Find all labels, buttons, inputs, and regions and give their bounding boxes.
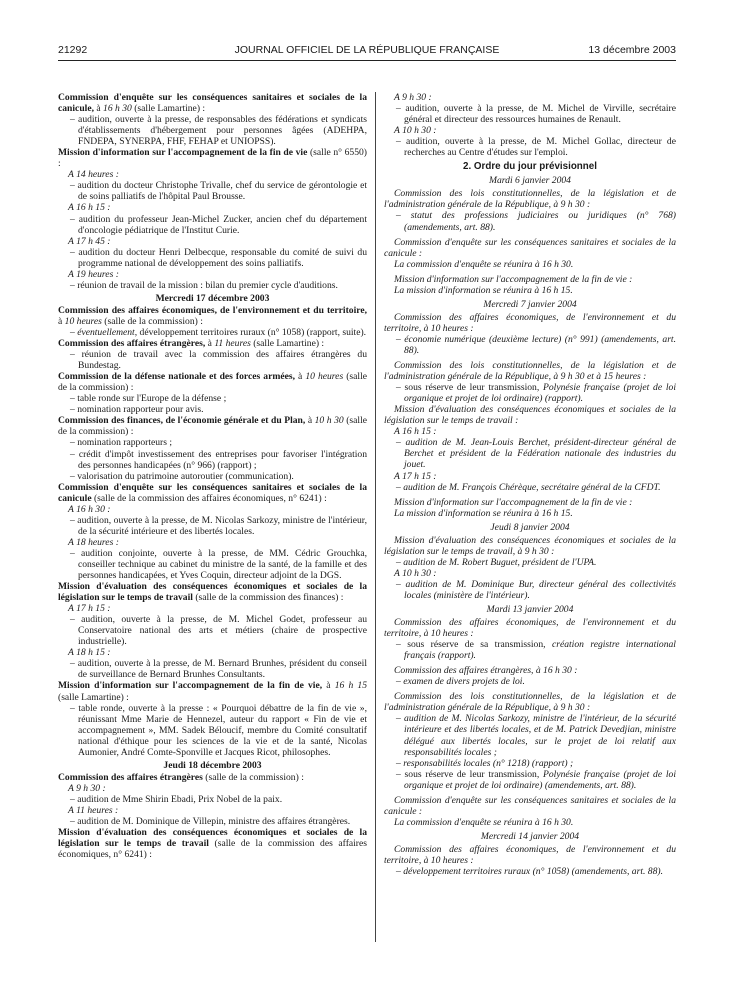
time-slot: A 10 h 30 :: [394, 567, 437, 579]
time-slot: A 17 h 45 :: [68, 235, 111, 247]
agenda-item: – audition, ouverte à la presse, de M. Bernard Brunhes, président du conseil de surveillance de Bernard Brunhes Consultants.: [70, 658, 367, 681]
agenda-entry: Commission des affaires étrangères, à 11 heures (salle Lamartine) :: [58, 338, 325, 350]
agenda-item: – audition, ouverte à la presse, de responsables des fédérations et syndicats d'établissements d'hébergement pour personnes âgées (ADEHPA, FNDEPA, SYNERPA, FHF, FEHAP et UNIOPSS).: [70, 114, 367, 148]
time-slot: A 16 h 15 :: [394, 426, 437, 438]
agenda-entry: Mission d'information sur l'accompagnement de la fin de vie :: [394, 496, 633, 508]
column-divider: [375, 92, 376, 942]
agenda-item: – économie numérique (deuxième lecture) (n° 991) (amendements, art. 88).: [396, 333, 676, 356]
day-heading: Mardi 13 janvier 2004: [486, 604, 574, 616]
agenda-item: – examen de divers projets de loi.: [396, 676, 525, 688]
agenda-entry: Mission d'évaluation des conséquences économiques et sociales de la législation sur le temps de travail :: [384, 404, 676, 427]
agenda-item: – audition de M. Dominique Bur, directeur général des collectivités locales (ministère de l'intérieur).: [396, 578, 676, 601]
time-slot: A 9 h 30 :: [394, 92, 432, 103]
agenda-item: – statut des professions judiciaires ou juridiques (n° 768) (amendements, art. 88).: [396, 210, 676, 233]
agenda-entry: Mission d'information sur l'accompagnement de la fin de vie, à 16 h 15 (salle Lamartine) :: [58, 680, 367, 703]
agenda-item: – audition de M. Robert Buguet, président de l'UPA.: [396, 556, 597, 568]
agenda-item: – audition du docteur Henri Delbecque, responsable du comité de suivi du programme national de développement des soins palliatifs.: [70, 246, 367, 269]
agenda-item: – audition de M. François Chérèque, secrétaire général de la CFDT.: [396, 481, 661, 493]
agenda-entry: Mission d'évaluation des conséquences économiques et sociales de la législation sur le temps de travail (salle de la commission des finances) :: [58, 581, 367, 604]
agenda-entry: Commission des lois constitutionnelles, de la législation et de l'administration générale de la République, à 9 h 30 :: [384, 691, 676, 714]
agenda-item: – réunion de travail de la mission : bilan du premier cycle d'auditions.: [70, 279, 338, 291]
time-slot: A 18 h 15 :: [68, 647, 111, 659]
agenda-item: – sous réserve de sa transmission, création registre international français (rapport).: [396, 639, 676, 662]
page-number: 21292: [58, 44, 88, 56]
agenda-item: – audition, ouverte à la presse, de M. Nicolas Sarkozy, ministre de l'intérieur, de la sécurité intérieure et des libertés locales.: [70, 514, 367, 537]
page-header: [58, 44, 676, 60]
day-heading: Jeudi 18 décembre 2003: [163, 759, 262, 771]
day-heading: Mercredi 7 janvier 2004: [483, 298, 577, 310]
agenda-entry: Commission des finances, de l'économie générale et du Plan, à 10 h 30 (salle de la commission) :: [58, 415, 367, 438]
agenda-note: La mission d'information se réunira à 16 h 15.: [394, 284, 573, 296]
agenda-item: – audition de M. Nicolas Sarkozy, ministre de l'intérieur, de la sécurité intérieure et des libertés locales, et de M. Patrick Devedjian, ministre délégué aux libertés locales, sur le projet de loi relatif aux responsabilités locales ;: [396, 713, 676, 758]
agenda-item: – audition de M. Jean-Louis Berchet, président-directeur général de Berchet et président de la Fédération nationale des industries du jouet.: [396, 437, 676, 471]
agenda-item: – audition conjointe, ouverte à la presse, de MM. Cédric Grouchka, conseiller technique au cabinet du ministre de la santé, de la famille et des personnes handicapées, et Yves Coquin, directeur adjoint de la DGS.: [70, 547, 367, 582]
agenda-item: – audition de Mme Shirin Ebadi, Prix Nobel de la paix.: [70, 793, 283, 805]
agenda-entry: Commission des affaires économiques, de l'environnement et du territoire, à 10 heures (salle de la commission) :: [58, 304, 367, 327]
day-heading: Jeudi 8 janvier 2004: [490, 521, 570, 533]
time-slot: A 18 heures :: [68, 536, 119, 548]
agenda-item: – audition du professeur Jean-Michel Zucker, ancien chef du département d'oncologie pédiatrique de l'Institut Curie.: [70, 213, 367, 236]
time-slot: A 9 h 30 :: [68, 782, 106, 794]
agenda-entry: Commission d'enquête sur les conséquences sanitaires et sociales de la canicule, à 16 h 30 (salle Lamartine) :: [58, 92, 367, 115]
time-slot: A 16 h 30 :: [68, 503, 111, 515]
time-slot: A 10 h 30 :: [394, 125, 437, 137]
agenda-entry: Commission des affaires étrangères (salle de la commission) :: [58, 771, 304, 783]
agenda-item: – nomination rapporteurs ;: [70, 437, 173, 449]
agenda-item: – responsabilités locales (n° 1218) (rapport) ;: [396, 757, 574, 769]
agenda-item: – audition du docteur Christophe Trivalle, chef du service de gérontologie et de soins palliatifs de l'hôpital Paul Brousse.: [70, 180, 367, 203]
agenda-item: – table ronde, ouverte à la presse : « Pourquoi débattre de la fin de vie », réunissant Mme Marie de Hennezel, auteur du rapport « Fin de vie et accompagnement », MM. Sadek Béloucif, membre du Comité consultatif national d'éthique pour les sciences de la vie et de la santé, Nicolas Aumonier, André Comte-Sponville et Jacques Ricot, philosophes.: [70, 702, 367, 758]
agenda-item: – développement territoires ruraux (n° 1058) (amendements, art. 88).: [396, 866, 663, 878]
time-slot: A 19 heures :: [68, 268, 119, 280]
agenda-entry: Mission d'évaluation des conséquences économiques et sociales de la législation sur le temps de travail (salle de la commission des affaires économiques, n° 6241) :: [58, 827, 367, 861]
agenda-item: – réunion de travail avec la commission des affaires étrangères du Bundestag.: [70, 349, 367, 372]
agenda-item: – sous réserve de leur transmission, Polynésie française (projet de loi organique et projet de loi ordinaire) (rapport).: [396, 382, 676, 405]
day-heading: Mercredi 17 décembre 2003: [155, 292, 270, 304]
time-slot: A 17 h 15 :: [394, 470, 437, 482]
agenda-entry: Mission d'information sur l'accompagnement de la fin de vie (salle n° 6550) :: [58, 147, 367, 170]
section-heading: 2. Ordre du jour prévisionnel: [463, 161, 597, 173]
agenda-entry: Mission d'information sur l'accompagnement de la fin de vie :: [394, 273, 633, 285]
agenda-note: La commission d'enquête se réunira à 16 h 30.: [394, 816, 574, 828]
agenda-item: – sous réserve de leur transmission, Polynésie française (projet de loi organique et projet de loi ordinaire) (amendements, art. 88).: [396, 768, 676, 791]
time-slot: A 14 heures :: [68, 169, 119, 181]
agenda-item: – valorisation du patrimoine autoroutier (communication).: [70, 470, 294, 482]
day-heading: Mercredi 14 janvier 2004: [480, 830, 580, 842]
time-slot: A 11 heures :: [68, 805, 119, 816]
agenda-note: La mission d'information se réunira à 16 h 15.: [394, 507, 573, 519]
journal-title: JOURNAL OFFICIEL DE LA RÉPUBLIQUE FRANÇAISE: [234, 44, 500, 56]
agenda-item: – audition, ouverte à la presse, de M. Michel de Virville, secrétaire général et directeur des ressources humaines de Renault.: [396, 103, 676, 126]
agenda-entry: Commission d'enquête sur les conséquences sanitaires et sociales de la canicule (salle de la commission des affaires économiques, n° 6241) :: [58, 481, 367, 504]
agenda-entry: Mission d'évaluation des conséquences économiques et sociales de la législation sur le temps de travail, à 9 h 30 :: [384, 534, 676, 557]
agenda-item: – éventuellement, développement territoires ruraux (n° 1058) (rapport, suite).: [70, 326, 367, 338]
agenda-item: – audition de M. Dominique de Villepin, ministre des affaires étrangères.: [70, 816, 351, 828]
agenda-note: La commission d'enquête se réunira à 16 h 30.: [394, 258, 574, 270]
agenda-entry: Commission des affaires économiques, de l'environnement et du territoire, à 10 heures :: [384, 311, 676, 334]
agenda-entry: Commission des affaires économiques, de l'environnement et du territoire, à 10 heures :: [384, 843, 676, 866]
agenda-item: – nomination rapporteur pour avis.: [70, 404, 204, 416]
time-slot: A 17 h 15 :: [68, 603, 111, 615]
agenda-entry: Commission de la défense nationale et des forces armées, à 10 heures (salle de la commission) :: [58, 371, 367, 394]
agenda-entry: Commission d'enquête sur les conséquences sanitaires et sociales de la canicule :: [384, 794, 676, 817]
right-column: [384, 92, 676, 877]
agenda-item: – audition, ouverte à la presse, de M. Michel Godet, professeur au Conservatoire national des arts et métiers (chaire de prospective industrielle).: [70, 614, 367, 648]
agenda-entry: Commission d'enquête sur les conséquences sanitaires et sociales de la canicule :: [384, 236, 676, 259]
agenda-item: – table ronde sur l'Europe de la défense ;: [70, 393, 227, 405]
agenda-entry: Commission des affaires économiques, de l'environnement et du territoire, à 10 heures :: [384, 617, 676, 640]
agenda-item: – audition, ouverte à la presse, de M. Michel Gollac, directeur de recherches au Centre d'études sur l'emploi.: [396, 136, 676, 159]
agenda-entry: Commission des affaires étrangères, à 16 h 30 :: [394, 665, 578, 677]
header-rule: [58, 60, 676, 61]
day-heading: Mardi 6 janvier 2004: [489, 175, 571, 187]
left-column: [58, 92, 367, 860]
agenda-entry: Commission des lois constitutionnelles, de la législation et de l'administration générale de la République, à 9 h 30 et à 15 heures :: [384, 360, 676, 383]
agenda-item: – crédit d'impôt investissement des entreprises pour favoriser l'intégration des personnes handicapées (n° 966) (rapport) ;: [70, 448, 367, 471]
agenda-entry: Commission des lois constitutionnelles, de la législation et de l'administration générale de la République, à 9 h 30 :: [384, 188, 676, 211]
issue-date: 13 décembre 2003: [588, 44, 676, 56]
time-slot: A 16 h 15 :: [68, 202, 111, 214]
